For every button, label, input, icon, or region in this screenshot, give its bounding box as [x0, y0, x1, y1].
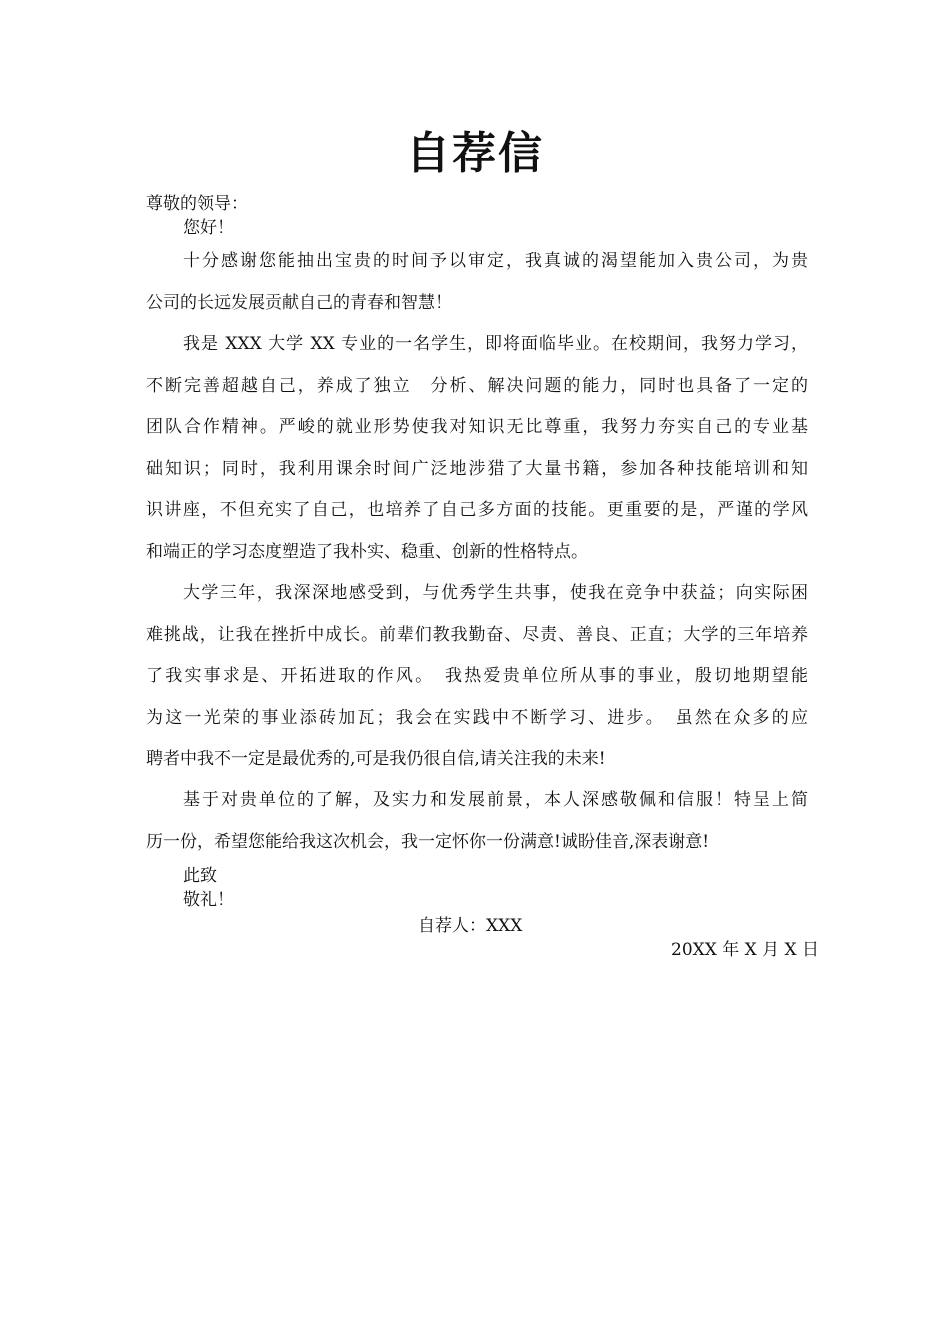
paragraph-line: 识讲座，不但充实了自己，也培养了自己多方面的技能。更重要的是，严谨的学风 [146, 500, 808, 520]
closing-phrase: 此致 [183, 866, 217, 886]
closing-regards: 敬礼！ [183, 890, 234, 910]
paragraph-line: 难挑战，让我在挫折中成长。前辈们教我勤奋、尽责、善良、正直；大学的三年培养 [146, 624, 808, 645]
paragraph-line: 础知识；同时，我利用课余时间广泛地涉猎了大量书籍，参加各种技能培训和知 [146, 458, 808, 479]
paragraph-line: 聘者中我不一定是最优秀的,可是我仍很自信,请关注我的未来! [146, 749, 606, 769]
paragraph-line: 为这一光荣的事业添砖加瓦；我会在实践中不断学习、进步。 虽然在众多的应 [146, 707, 808, 728]
paragraph-experience [146, 573, 808, 781]
paragraph-background [146, 324, 808, 573]
paragraph-line: 公司的长远发展贡献自己的青春和智慧！ [146, 292, 452, 313]
paragraph-line: 大学三年，我深深地感受到，与优秀学生共事，使我在竞争中获益；向实际困 [183, 583, 808, 603]
paragraph-line: 和端正的学习态度塑造了我朴实、稳重、创新的性格特点。 [146, 541, 588, 562]
signer-line: 自荐人：XXX [418, 916, 523, 936]
letter-title: 自荐信 [406, 128, 544, 179]
salutation: 尊敬的领导： [146, 194, 248, 214]
paragraph-line: 十分感谢您能抽出宝贵的时间予以审定，我真诚的渴望能加入贵公司，为贵 [183, 251, 808, 271]
paragraph-line: 团队合作精神。严峻的就业形势使我对知识无比尊重，我努力夯实自己的专业基 [146, 417, 808, 437]
greeting: 您好！ [183, 218, 234, 238]
paragraph-closing-request [146, 780, 808, 863]
date-line: 20XX 年 X 月 X 日 [671, 940, 820, 960]
paragraph-line: 基于对贵单位的了解，及实力和发展前景，本人深感敬佩和信服！特呈上简 [183, 790, 808, 810]
paragraph-line: 历一份，希望您能给我这次机会，我一定怀你一份满意!诚盼佳音,深表谢意! [146, 831, 710, 852]
paragraph-line: 我是 XXX 大学 XX 专业的一名学生，即将面临毕业。在校期间，我努力学习， [183, 334, 808, 354]
paragraph-gratitude [146, 241, 808, 324]
paragraph-line: 了我实事求是、开拓进取的作风。 我热爱贵单位所从事的事业，殷切地期望能 [146, 666, 808, 686]
paragraph-line: 不断完善超越自己，养成了独立 分析、解决问题的能力，同时也具备了一定的 [146, 375, 808, 396]
